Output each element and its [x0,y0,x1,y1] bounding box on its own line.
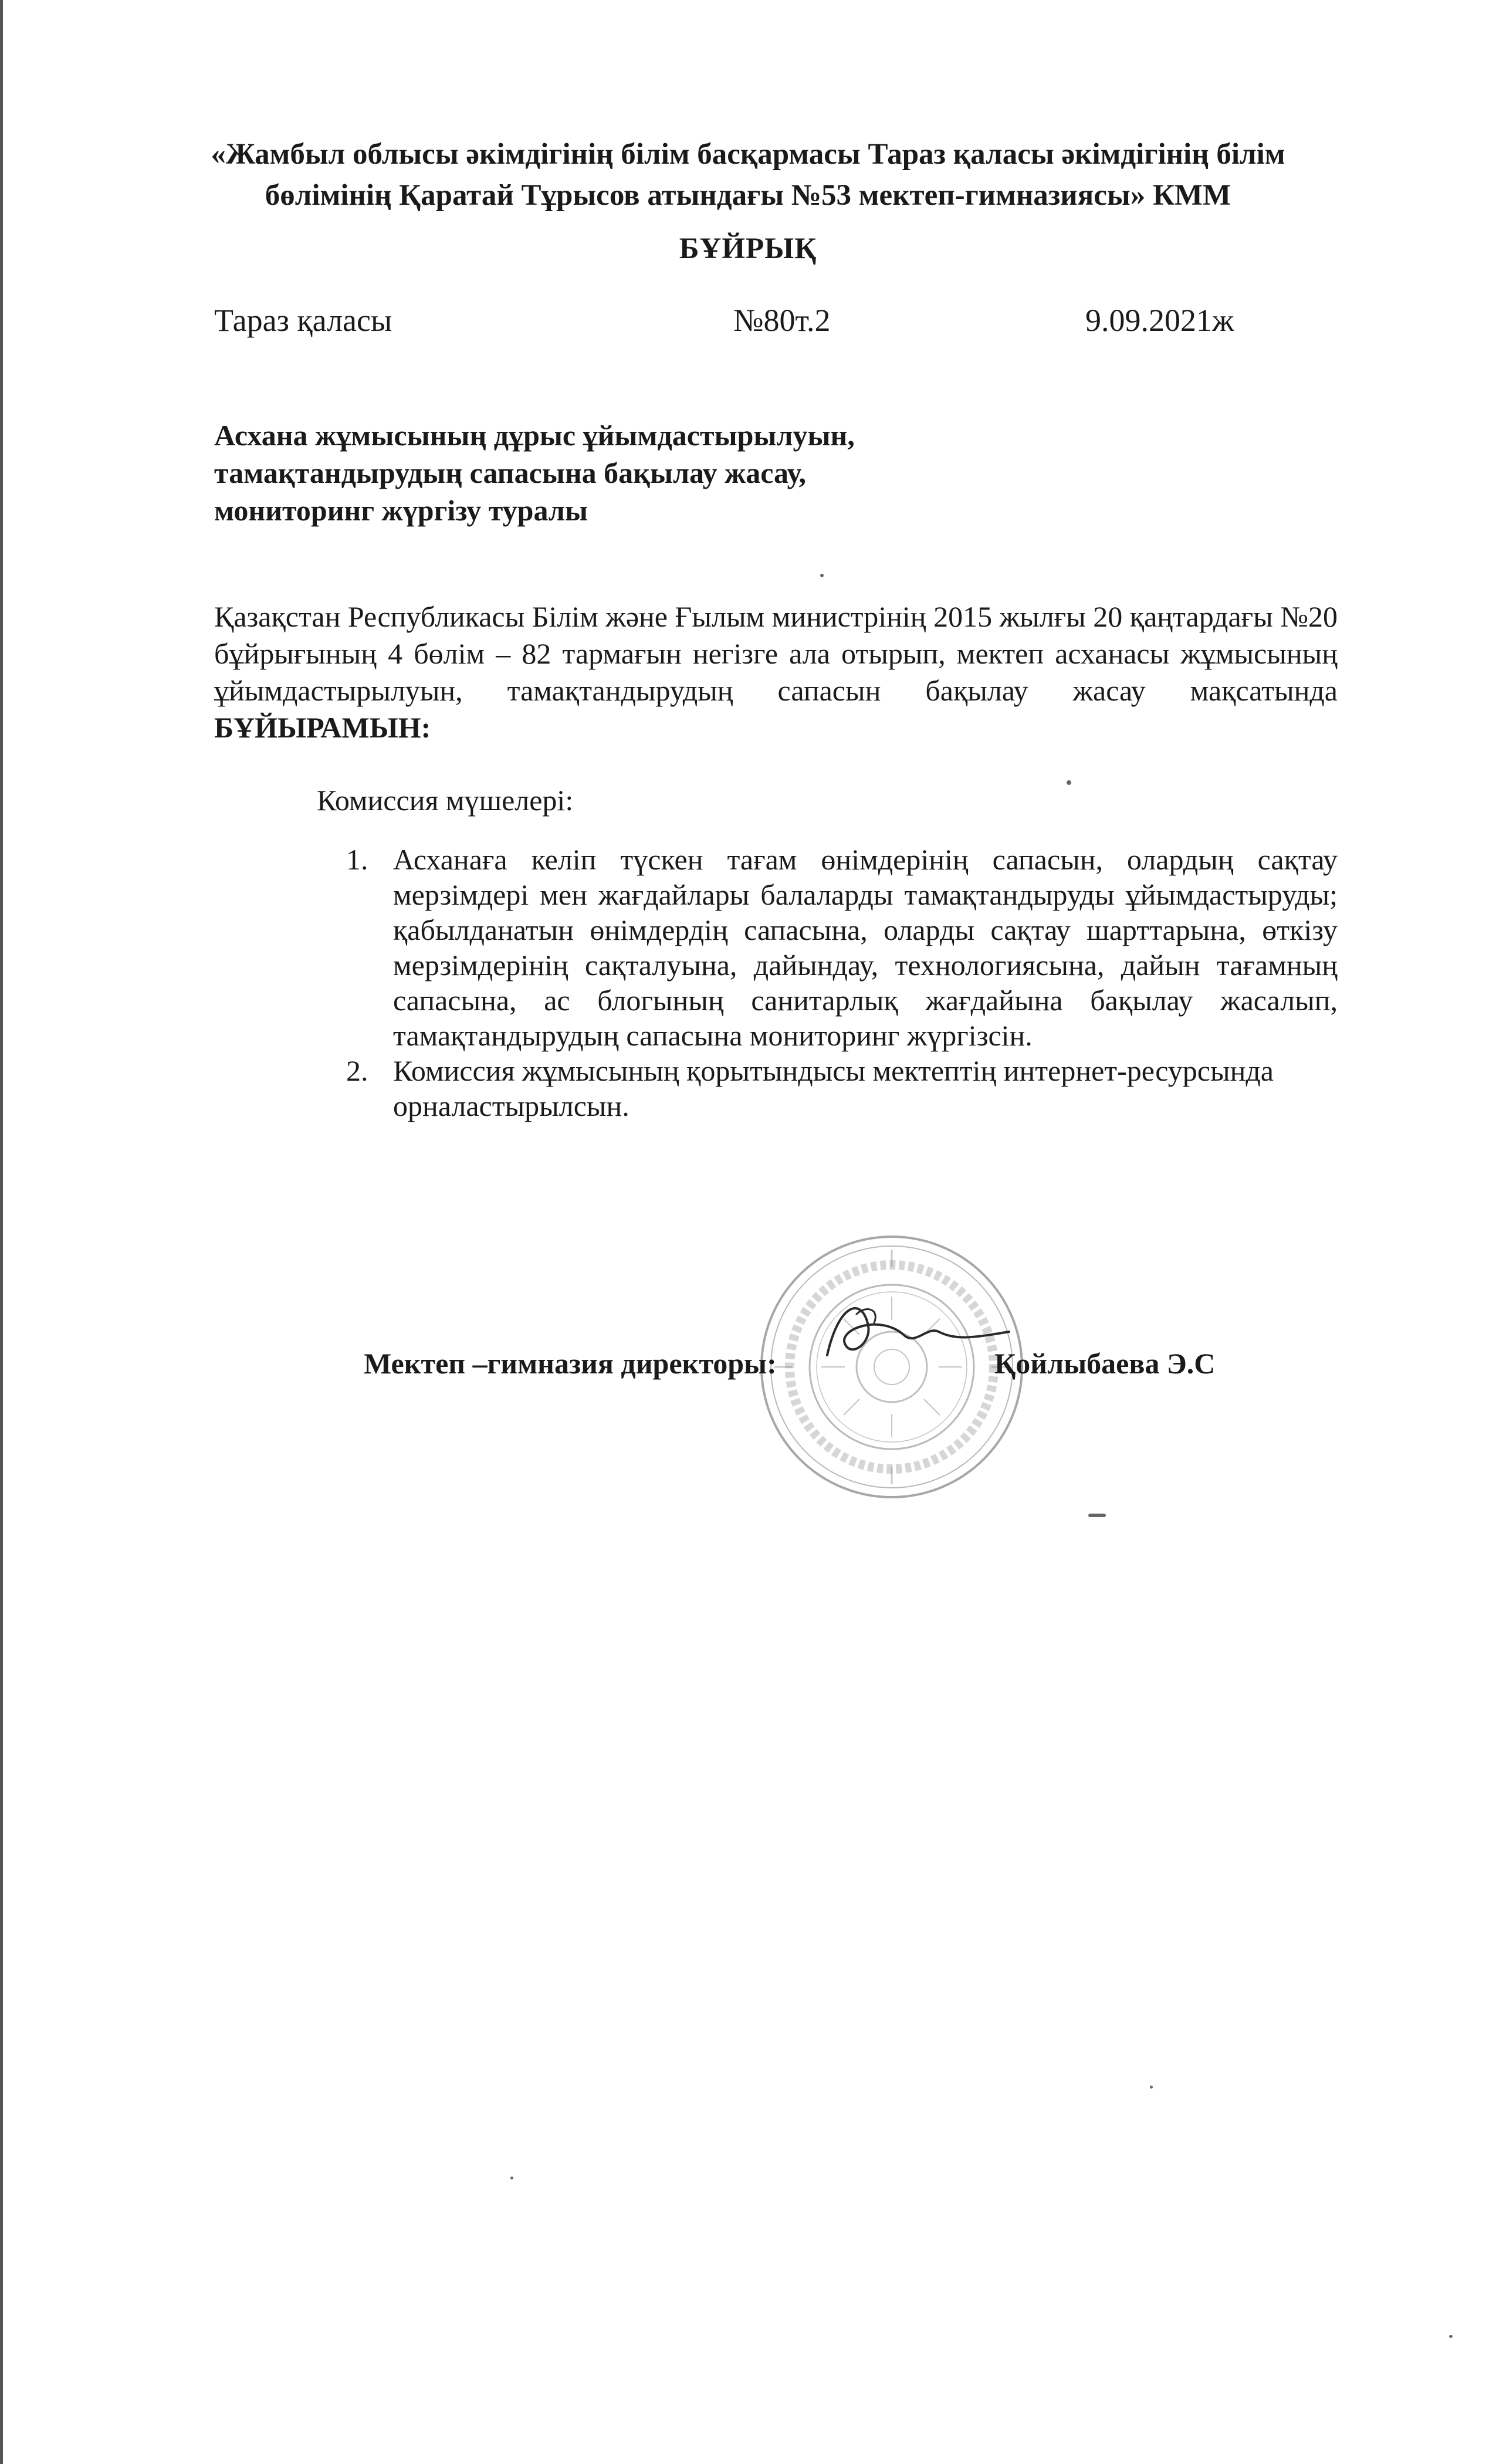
preamble-order-word: БҰЙЫРАМЫН: [214,711,431,744]
scan-speck [1150,2086,1153,2089]
subject-line-2: тамақтандырудың сапасына бақылау жасау, [214,456,807,489]
preamble-paragraph [214,598,1338,746]
list-item [346,842,1338,1053]
list-item-line: Комиссия жұмысының қорытындысы мектептің интернет-ресурсында [393,1054,1274,1087]
list-item-line: мерзімдері мен жағдайлары балаларды тамақтандыруды ұйымдастыруды; [393,878,1338,911]
preamble-line-3: ұйымдастырылуын, тамақтандырудың сапасын бақылау жасау мақсатында [214,674,1338,707]
order-number: №80т.2 [733,303,831,338]
order-items-list [346,842,1338,1123]
director-name: Қойлыбаева Э.С [994,1347,1216,1380]
subject-line-1: Асхана жұмысының дұрыс ұйымдастырылуын, [214,419,855,452]
list-item-line: тамақтандырудың сапасына мониторинг жүргізсін. [393,1019,1033,1052]
list-item [346,1053,1338,1123]
preamble-line-1: Қазақстан Республикасы Білім және Ғылым министрінің 2015 жылғы 20 қаңтардағы №20 [214,600,1338,633]
list-item-line: орналастырылсын. [393,1089,629,1122]
scan-speck [1449,2335,1453,2338]
organization-line-2: бөлімінің Қаратай Тұрысов атындағы №53 мектеп-гимназиясы» КММ [265,179,1231,212]
list-item-line: Асханаға келіп түскен тағам өнімдерінің сапасын, олардың сақтау [393,843,1338,876]
preamble-line-2: бұйрығының 4 бөлім – 82 тармағын негізге ала отырып, мектеп асханасы жұмысының [214,637,1338,670]
list-item-number: 1. [346,843,368,876]
list-item-number: 2. [346,1054,368,1087]
order-title: БҰЙРЫҚ [679,232,817,265]
list-item-line: мерзімдерінің сақталуына, дайындау, технологиясына, дайын тағамның [393,949,1338,981]
order-subject [214,417,855,529]
subject-line-3: мониторинг жүргізу туралы [214,494,588,527]
list-item-line: сапасына, ас блогының санитарлық жағдайына бақылау жасалып, [393,984,1338,1017]
scan-speck [820,574,824,577]
handwritten-signature [815,1291,1015,1373]
scan-speck [510,2177,513,2179]
order-date: 9.09.2021ж [1085,303,1234,338]
scan-speck [1067,780,1071,785]
commission-label: Комиссия мүшелері: [317,784,574,817]
list-item-line: қабылданатын өнімдердің сапасына, оларды сақтау шарттарына, өткізу [393,913,1338,946]
order-city: Тараз қаласы [214,303,392,338]
organization-line-1: «Жамбыл облысы әкімдігінің білім басқармасы Тараз қаласы әкімдігінің білім [211,138,1285,171]
director-title: Мектеп –гимназия директоры: [364,1347,777,1380]
scan-speck [1088,1514,1106,1517]
organization-header [176,134,1320,216]
